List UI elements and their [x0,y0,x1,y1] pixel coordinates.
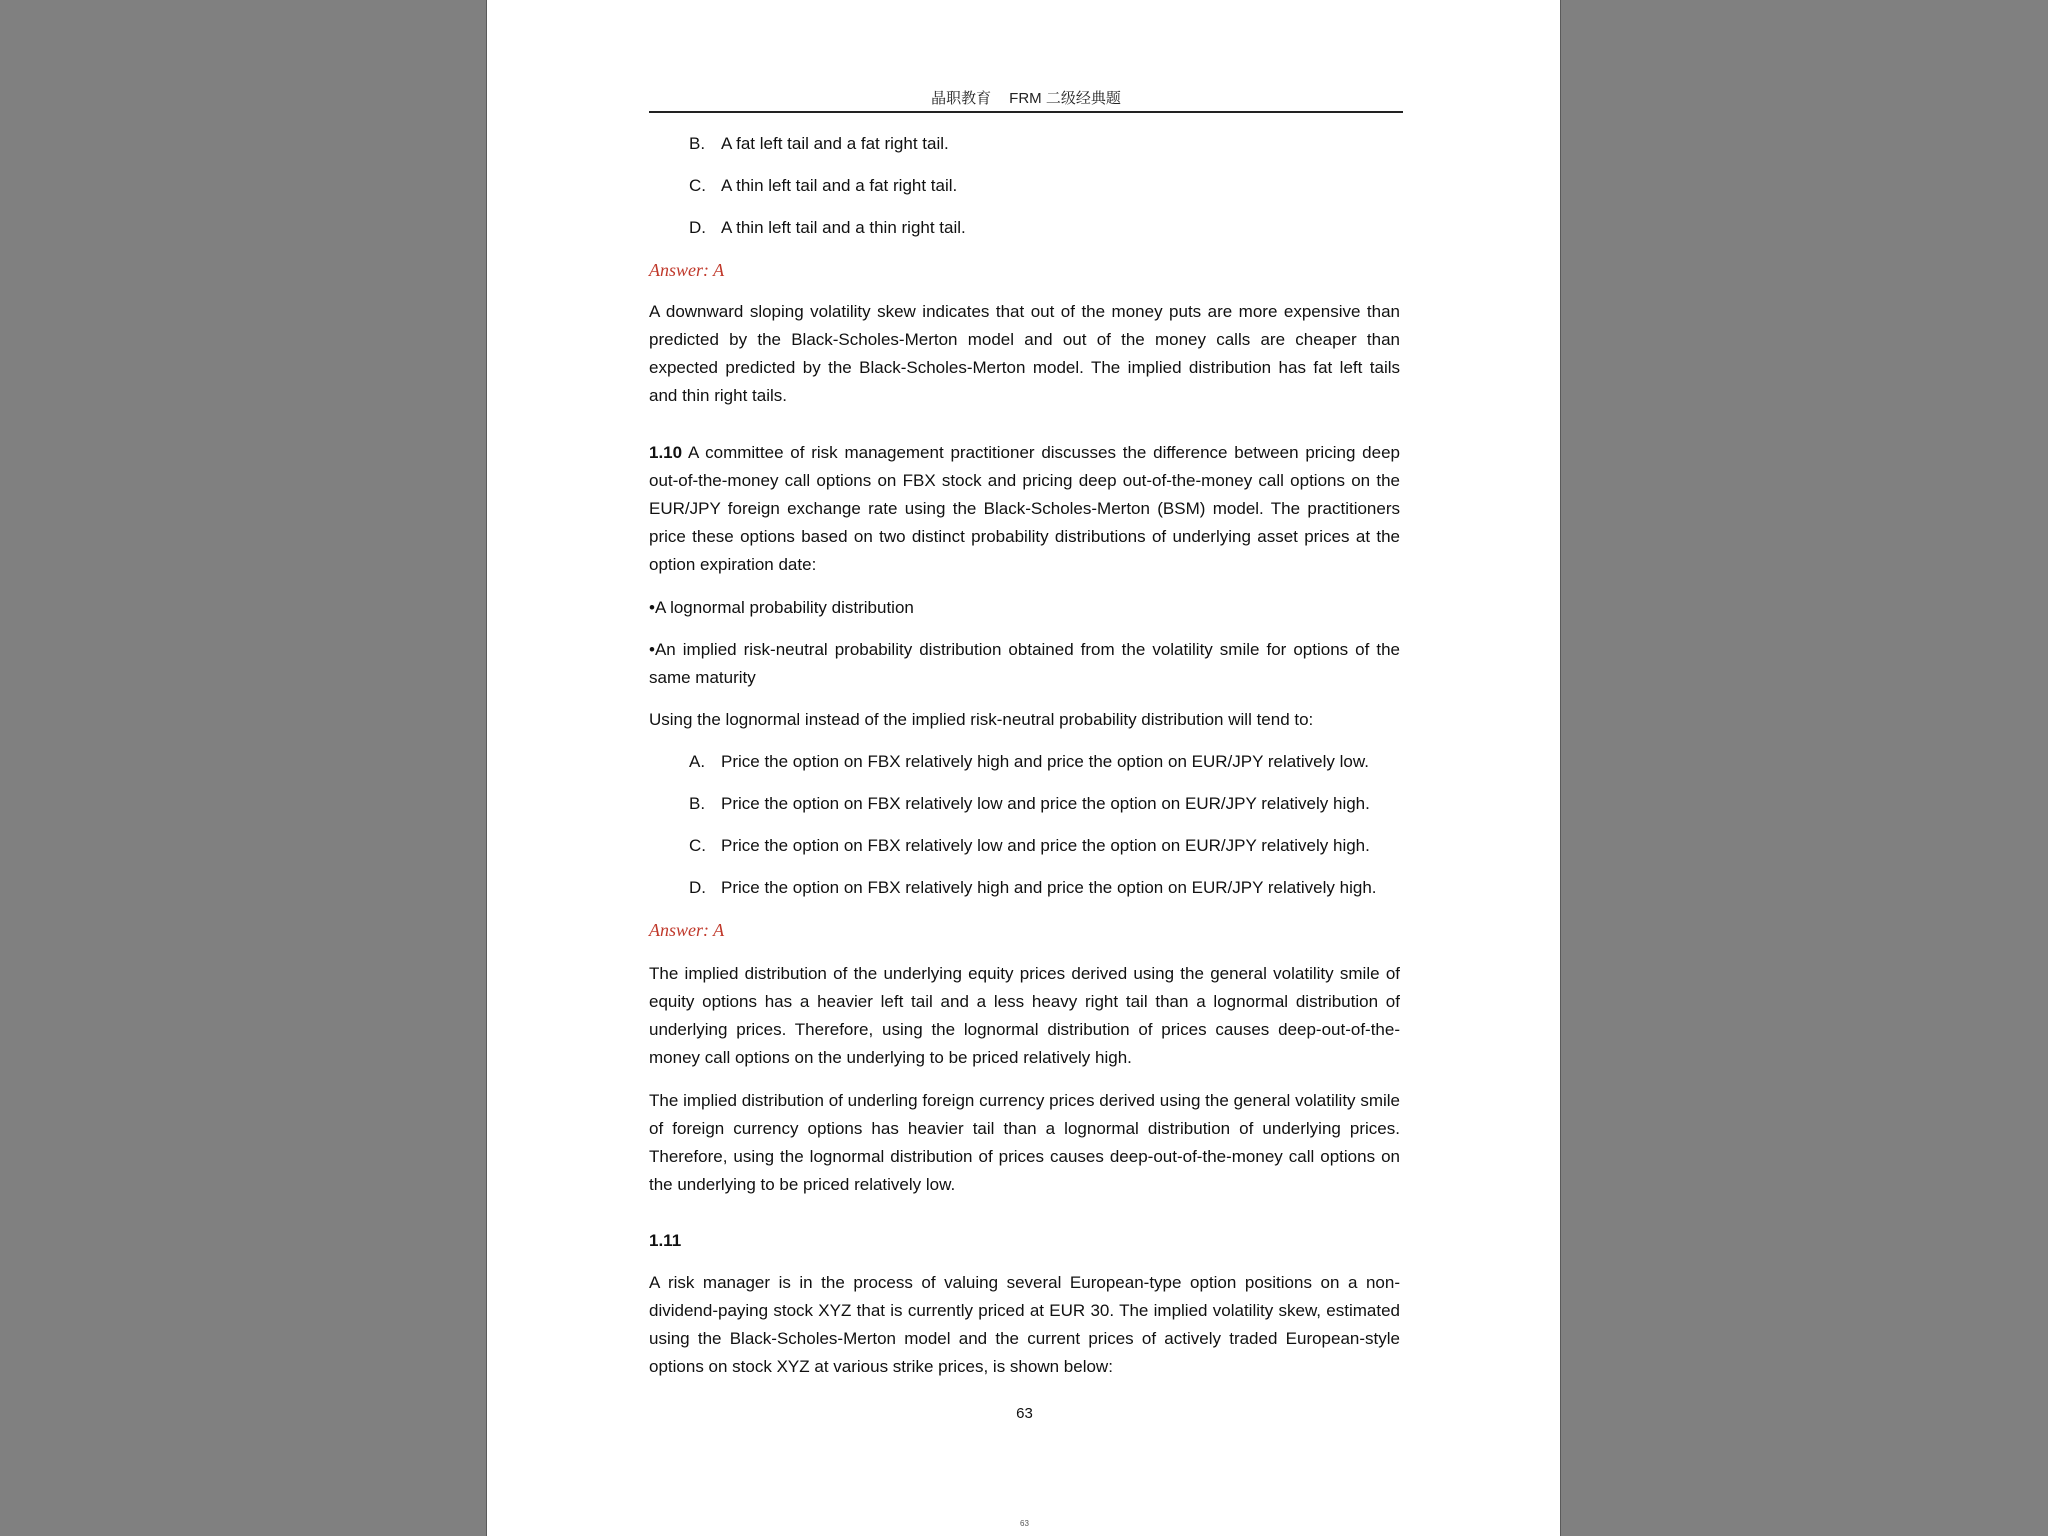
page-header [649,87,1403,113]
q10-stem-text: A committee of risk management practitioner discusses the difference between pricing deep out-of-the-money call options on FBX stock and pricing deep out-of-the-money call options on the EUR/JPY foreign exchange rate using the Black-Scholes-Merton (BSM) model. The practitioners price these options based on two distinct probability distributions of underlying asset prices at the option expiration date: [649,443,1400,574]
page-number: 63 [1016,1405,1033,1422]
q10-stem [649,439,1400,579]
q10-number: 1.10 [649,443,683,462]
q10-option-c: C. Price the option on FBX relatively low and price the option on EUR/JPY relatively high. [689,836,1370,855]
q10-option-a: A. Price the option on FBX relatively high and price the option on EUR/JPY relatively low. [689,752,1369,771]
q9-answer: Answer: A [649,260,725,280]
document-page [487,0,1560,1536]
q10-option-b: B. Price the option on FBX relatively low and price the option on EUR/JPY relatively high. [689,794,1370,813]
q10-bullet-1: •A lognormal probability distribution [649,598,914,617]
page-number-small: 63 [1020,1519,1029,1528]
q10-question: Using the lognormal instead of the implied risk-neutral probability distribution will tend to: [649,710,1314,729]
header-org: 晶职教育 [931,90,992,107]
q10-explanation-2: The implied distribution of underling foreign currency prices derived using the general volatility smile of foreign currency options has heavier tail than a lognormal distribution of underlying prices. Therefore, using the lognormal distribution of prices causes deep-out-of-the-money call options on the underlying to be priced relatively low. [649,1091,1400,1194]
q10-bullet-2: •An implied risk-neutral probability distribution obtained from the volatility smile for options of the same maturity [649,640,1400,687]
q11-number: 1.11 [649,1231,682,1250]
q9-option-d: D. A thin left tail and a thin right tail. [689,218,966,237]
q9-option-c: C. A thin left tail and a fat right tail. [689,176,958,195]
q10-answer: Answer: A [649,920,725,940]
q10-explanation-1: The implied distribution of the underlying equity prices derived using the general volatility smile of equity options has a heavier left tail and a less heavy right tail than a lognormal distribution of underlying prices. Therefore, using the lognormal distribution of prices causes deep-out-of-the-money call options on the underlying to be priced relatively high. [649,964,1400,1067]
q10-option-d: D. Price the option on FBX relatively high and price the option on EUR/JPY relatively high. [689,878,1377,897]
q9-option-b: B. A fat left tail and a fat right tail. [689,134,949,153]
q11-stem: A risk manager is in the process of valuing several European-type option positions on a non-dividend-paying stock XYZ that is currently priced at EUR 30. The implied volatility skew, estimated using the Black-Scholes-Merton model and the current prices of actively traded European-style options on stock XYZ at various strike prices, is shown below: [649,1273,1400,1376]
header-title: FRM 二级经典题 [1009,90,1121,107]
q9-explanation: A downward sloping volatility skew indicates that out of the money puts are more expensive than predicted by the Black-Scholes-Merton model and out of the money calls are cheaper than expected predicted by the Black-Scholes-Merton model. The implied distribution has fat left tails and thin right tails. [649,302,1400,405]
